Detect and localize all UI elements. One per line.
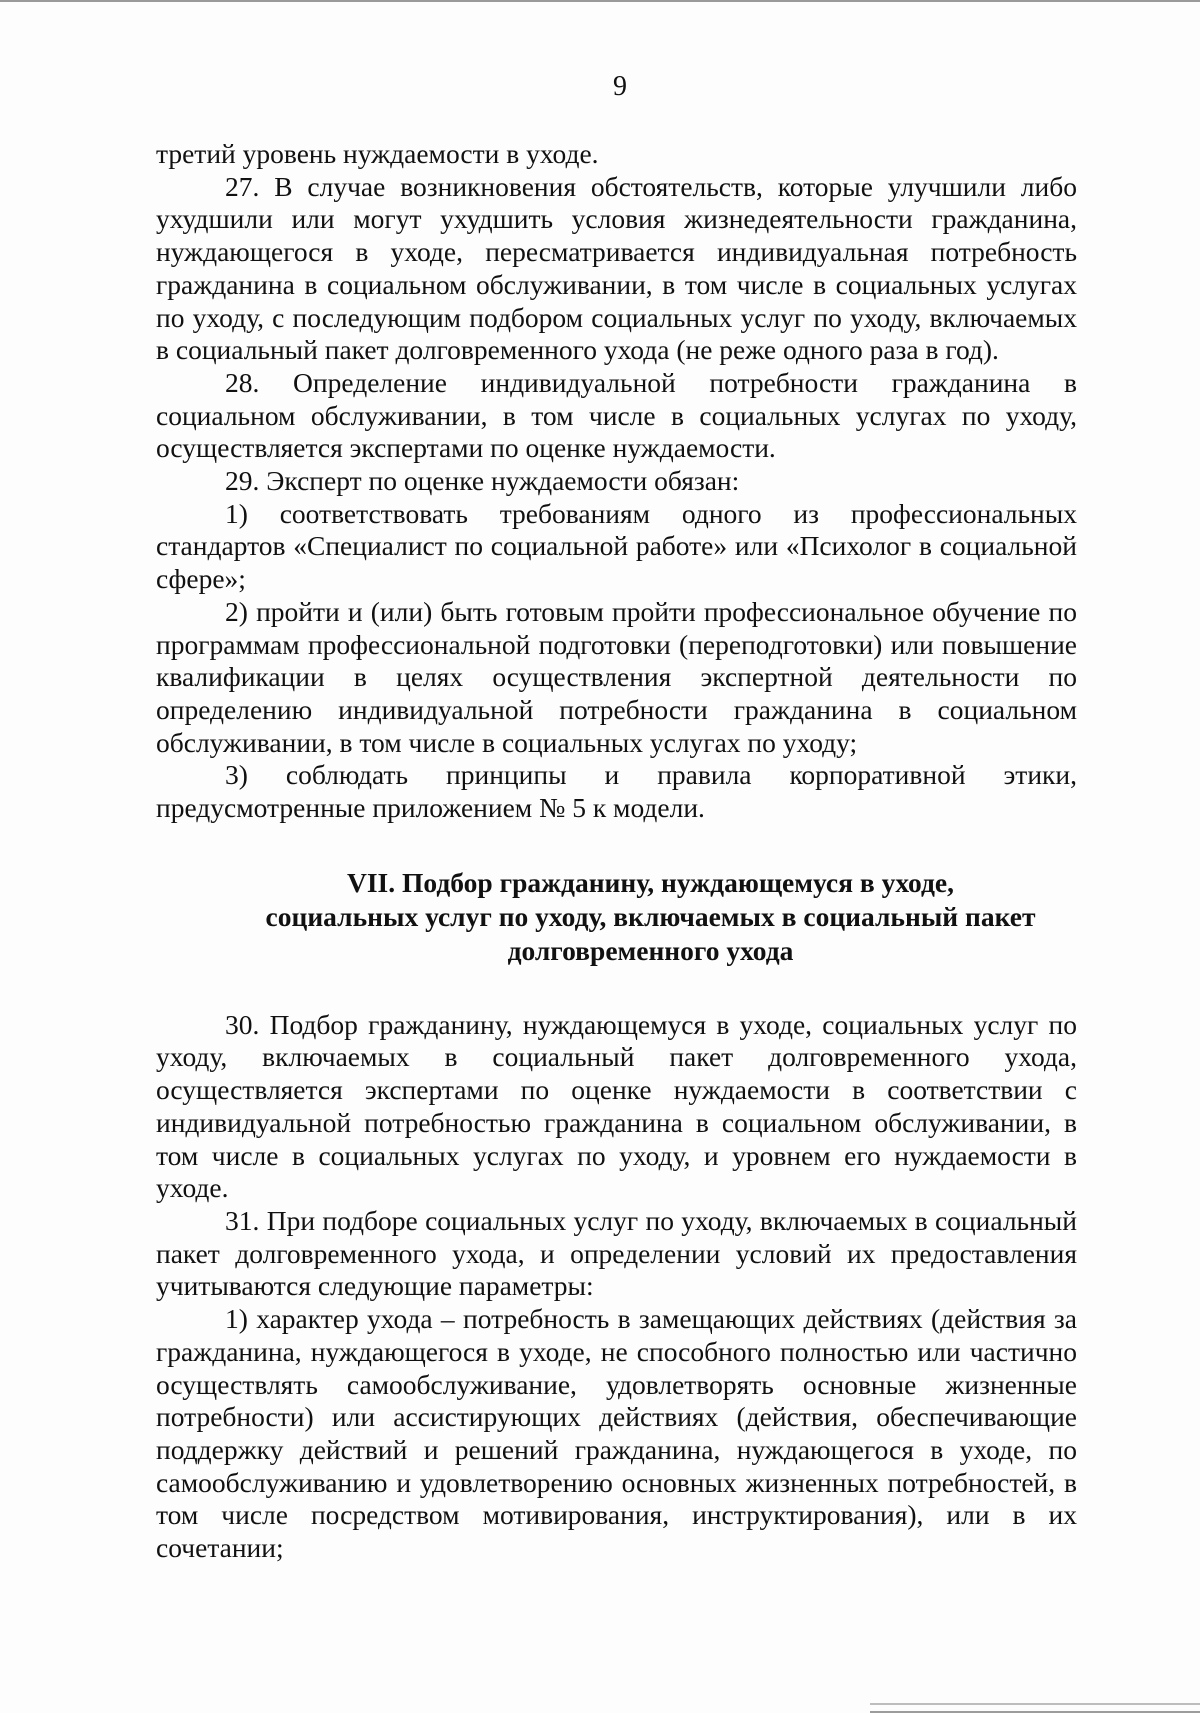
- scan-edge-top: [0, 0, 1200, 2]
- section-heading-vii: [156, 866, 1077, 968]
- page-number: 9: [613, 71, 627, 102]
- section-heading-line: социальных услуг по уходу, включаемых в социальный пакет: [265, 900, 1036, 932]
- list-item-29-1: 1) соответствовать требованиям одного из профессиональных стандартов «Специалист по социальной работе» или «Психолог в социальной сфере»;: [156, 497, 1077, 595]
- paragraph-29: 29. Эксперт по оценке нуждаемости обязан:: [225, 465, 740, 497]
- document-body: [156, 138, 1077, 1565]
- list-item-29-2: 2) пройти и (или) быть готовым пройти профессиональное обучение по программам профессиональной подготовки (переподготовки) или повышение квалификации в целях осуществления экспертной деятельности по определению индивидуальной потребности гражданина в социальном обслуживании, в том числе в социальных услугах по уходу;: [156, 595, 1077, 758]
- scan-edge-bottom: [870, 1703, 1200, 1713]
- paragraph-28: 28. Определение индивидуальной потребности гражданина в социальном обслуживании, в том числе в социальных услугах по уходу, осуществляется экспертами по оценке нуждаемости.: [156, 366, 1077, 464]
- list-item-29-3: 3) соблюдать принципы и правила корпоративной этики, предусмотренные приложением № 5 к модели.: [156, 759, 1077, 824]
- paragraph-27: 27. В случае возникновения обстоятельств, которые улучшили либо ухудшили или могут ухудшить условия жизнедеятельности гражданина, нуждающегося в уходе, пересматривается индивидуальная потребность гражданина в социальном обслуживании, в том числе в социальных услугах по уходу, с последующим подбором социальных услуг по уходу, включаемых в социальный пакет долговременного ухода (не реже одного раза в год).: [156, 170, 1077, 366]
- paragraph-31: 31. При подборе социальных услуг по уходу, включаемых в социальный пакет долговременного ухода, и определении условий их предоставления учитываются следующие параметры:: [156, 1204, 1077, 1302]
- section-heading-line: долговременного ухода: [507, 934, 794, 966]
- paragraph-30: 30. Подбор гражданину, нуждающемуся в уходе, социальных услуг по уходу, включаемых в социальный пакет долговременного ухода, осуществляется экспертами по оценке нуждаемости в соответствии с индивидуальной потребностью гражданина в социальном обслуживании, в том числе в социальных услугах по уходу, и уровнем его нуждаемости в уходе.: [156, 1008, 1077, 1204]
- section-heading-line: VII. Подбор гражданину, нуждающемуся в уходе,: [347, 866, 954, 898]
- paragraph-continuation: третий уровень нуждаемости в уходе.: [156, 138, 599, 169]
- list-item-31-1: 1) характер ухода – потребность в замещающих действиях (действия за гражданина, нуждающегося в уходе, не способного полностью или частично осуществлять самообслуживание, удовлетворять основные жизненные потребности) или ассистирующих действиях (действия, обеспечивающие поддержку действий и решений гражданина, нуждающегося в уходе, по самообслуживанию и удовлетворению основных жизненных потребностей, в том числе посредством мотивирования, инструктирования), или в их сочетании;: [156, 1303, 1077, 1564]
